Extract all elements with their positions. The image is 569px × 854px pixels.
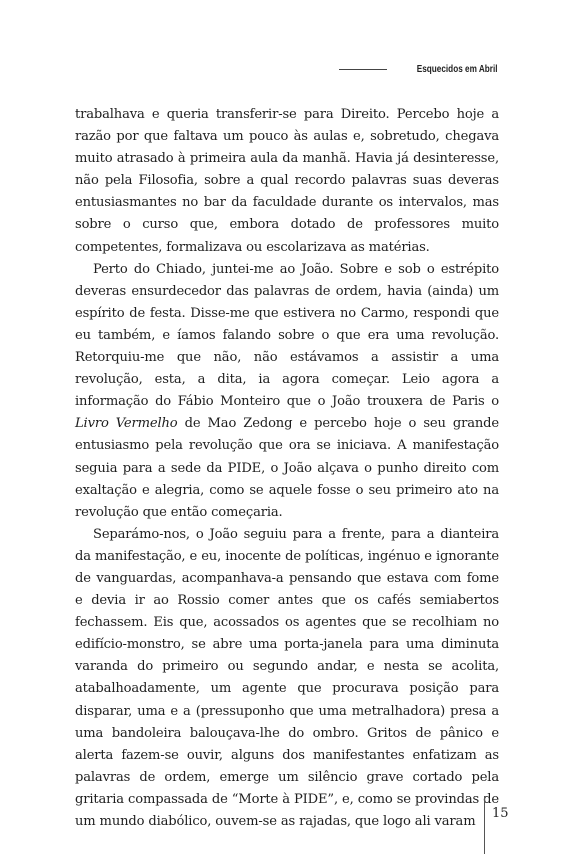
paragraph-1: trabalhava e queria transferir-se para Direito. Percebo hoje a razão por que faltava um pouco às aulas e, sobretudo, chegava muito atrasado à primeira aula da manhã. Havia já desinteresse, não pela Filosofia, sobre a qual recordo palavras suas deveras entusiasmantes no bar da faculdade durante os intervalos, mas sobre o curso que, embora dotado de professores muito competentes, formalizava ou escolarizava as matérias. [75,107,499,255]
paragraph-2 [75,259,499,524]
running-header [339,64,498,75]
paragraph-2-start: Perto do Chiado, juntei-me ao João. Sobre e sob o estrépito deveras ensurdecedor das palavras de ordem, havia (ainda) um espírito de festa. Disse-me que estivera no Carmo, respondi que eu também, e íamos falando sobre o que era uma revolução. Retorquiu-me que não, não estávamos a assistir a uma revolução, esta, a dita, ia agora começar. Leio agora a informação do Fábio Monteiro que o João trouxera de Paris o [75,261,499,410]
page-number: 15 [492,806,509,821]
page-number-rule [484,796,485,854]
book-title: Esquecidos em Abril [417,64,498,75]
paragraph-2-end: de Mao Zedong e percebo hoje o seu grande entusiasmo pela revolução que ora se iniciava. A manifestação seguia para a sede da PIDE, o João alçava o punho direito com exaltação e alegria, como se aquele fosse o seu primeiro ato na revolução que então começaria. [75,416,500,520]
book-reference-italic: Livro Vermelho [75,416,178,432]
header-rule [339,69,387,70]
body-text [75,104,499,833]
paragraph-3: Separámo-nos, o João seguiu para a frente, para a dianteira da manifestação, e eu, inocente de políticas, ingénuo e ignorante de vanguardas, acompanhava-a pensando que estava com fome e devia ir ao Rossio comer antes que os cafés semiabertos fechassem. Eis que, acossados os agentes que se recolhiam no edifício-monstro, se abre uma porta-janela para uma diminuta varanda do primeiro ou segundo andar, e nesta se acolita, atabalhoadamente, um agente que procurava posição para disparar, uma e a (pressuponho que uma metralhadora) presa a uma bandoleira balouçava-lhe do ombro. Gritos de pânico e alerta fazem-se ouvir, alguns dos manifestantes enfatizam as palavras de ordem, emerge um silêncio grave cortado pela gritaria compassada de “Morte à PIDE”, e, como se provindas de um mundo diabólico, ouvem-se as rajadas, que logo ali varam [75,526,499,829]
